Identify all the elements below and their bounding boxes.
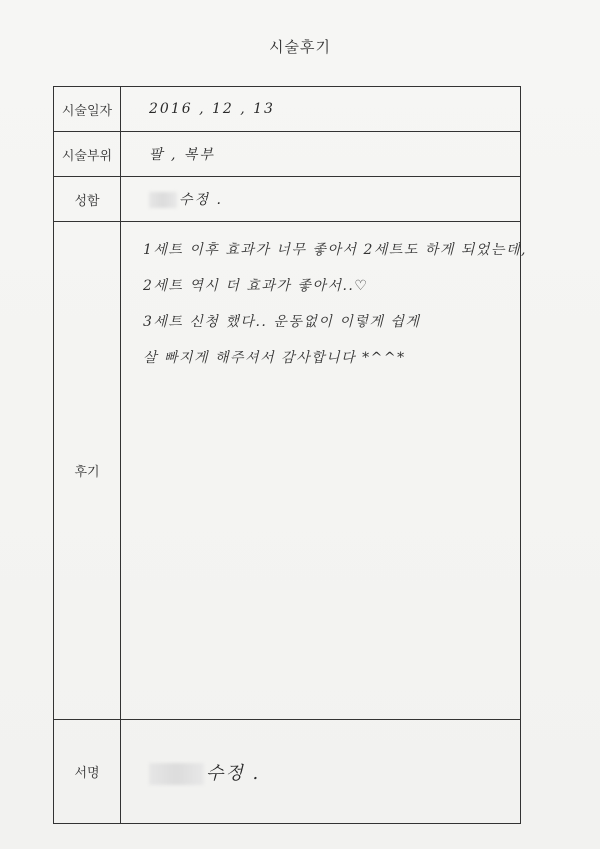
form-title: 시술후기 xyxy=(269,38,331,56)
value-name-cell xyxy=(121,177,521,222)
redacted-blur xyxy=(149,763,204,785)
review-lines xyxy=(143,232,527,376)
value-treatment-date: 2016 , 12 , 13 xyxy=(121,87,521,132)
label-treatment-area: 시술부위 xyxy=(54,132,121,177)
label-signature: 서명 xyxy=(54,720,121,824)
label-treatment-date: 시술일자 xyxy=(54,87,121,132)
row-review xyxy=(54,222,521,720)
label-review: 후기 xyxy=(54,222,121,720)
value-treatment-area: 팔 , 복부 xyxy=(121,132,521,177)
row-signature xyxy=(54,720,521,824)
review-text-area xyxy=(121,222,527,720)
review-line: 3세트 신청 했다.. 운동없이 이렇게 쉽게 xyxy=(143,314,421,330)
label-name: 성함 xyxy=(54,177,121,222)
value-name: 수정 . xyxy=(179,192,223,208)
value-signature: 수정 . xyxy=(206,762,261,784)
row-name xyxy=(54,177,521,222)
review-line: 2세트 역시 더 효과가 좋아서..♡ xyxy=(143,278,369,294)
redacted-blur xyxy=(149,192,177,208)
row-treatment-area xyxy=(54,132,521,177)
review-line: 1세트 이후 효과가 너무 좋아서 2세트도 하게 되었는데, xyxy=(143,242,527,258)
review-line: 살 빠지게 해주셔서 감사합니다 *^^* xyxy=(143,350,406,366)
row-treatment-date xyxy=(54,87,521,132)
value-signature-cell xyxy=(121,720,521,824)
review-form-table xyxy=(53,86,527,824)
